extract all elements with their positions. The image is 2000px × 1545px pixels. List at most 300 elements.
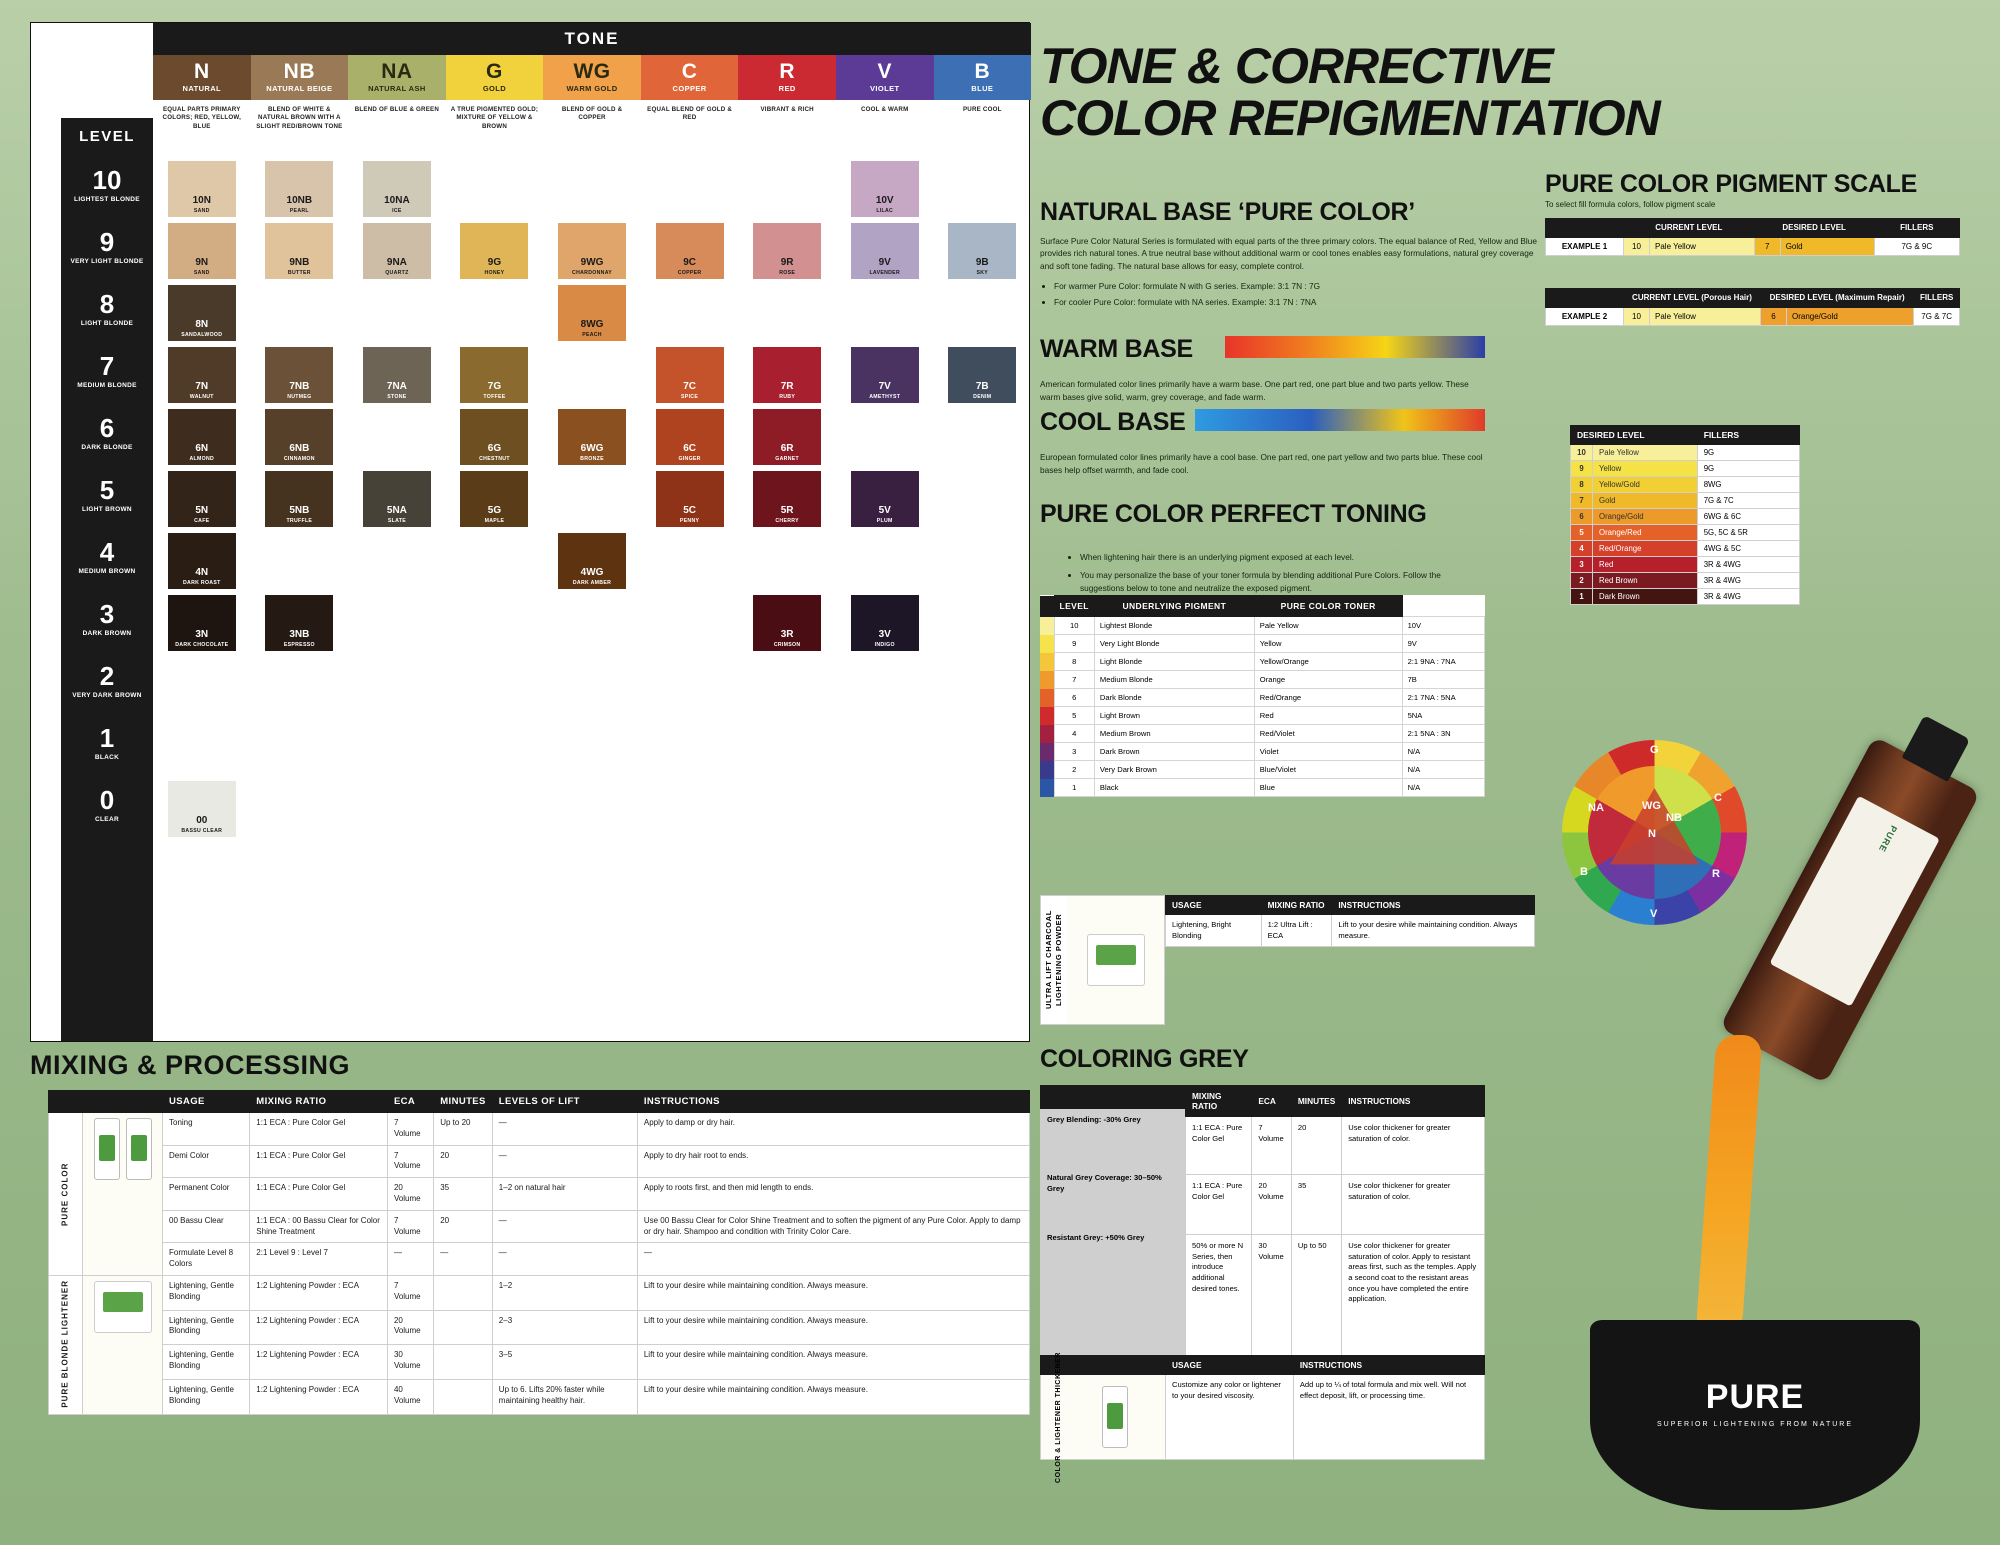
example-label-header [1546,289,1624,308]
color-swatch-7c[interactable] [656,347,724,403]
swatch-row [153,217,1031,279]
table-cell: 30 Volume [1252,1235,1292,1385]
swatch-code: 6C [683,443,696,454]
swatch-row [153,155,1031,217]
color-swatch-6g[interactable] [460,409,528,465]
tone-description: VIBRANT & RICH [760,106,814,113]
example-label-header [1546,219,1624,238]
level-10 [61,155,153,217]
swatch-name: PEACH [582,332,602,338]
swatch-cell [153,465,251,527]
swatch-name: DARK ROAST [182,580,221,586]
table-cell: Lightening, Gentle Blonding [163,1310,250,1345]
swatch-cell [738,403,836,465]
color-swatch-7b[interactable] [948,347,1016,403]
swatch-cell [836,341,934,403]
table-cell: Light Brown [1094,707,1254,725]
table-row [49,1379,1030,1414]
color-swatch-00[interactable] [168,781,236,837]
table-row [1571,573,1800,589]
swatch-cell [934,775,1032,837]
thickener-bottle-icon [1102,1386,1128,1448]
table-cell: 35 [434,1178,493,1211]
level-number: 10 [92,165,122,196]
color-swatch-3n[interactable] [168,595,236,651]
wheel-label-na: NA [1588,802,1604,814]
table-cell: Use color thickener for greater saturation of color. Apply to resistant areas first, such as the temples. Apply a second coat to the resistant areas once you have completed the entire application. [1342,1235,1485,1385]
color-swatch-5v[interactable] [851,471,919,527]
filler-value: 9G [1697,445,1799,461]
swatch-cell [641,589,739,651]
color-swatch-7na[interactable] [363,347,431,403]
pigment-gradient-header [1040,596,1054,617]
swatch-cell [251,713,349,775]
swatch-name: LILAC [876,208,894,214]
tone-description: A TRUE PIGMENTED GOLD; MIXTURE OF YELLOW & BROWN [450,106,539,130]
table-row [1040,779,1485,797]
table-cell: 7 Volume [387,1275,433,1310]
tone-description: EQUAL PARTS PRIMARY COLORS; RED, YELLOW, BLUE [162,106,242,130]
table-cell: Formulate Level 8 Colors [163,1243,250,1276]
filler-desired-header: DESIRED LEVEL [1571,426,1698,445]
swatch-code: 3V [878,629,891,640]
level-2 [61,651,153,713]
table-cell: 1:2 Ultra Lift : ECA [1261,915,1332,947]
wheel-label-r: R [1712,868,1720,880]
filler-level: 9 [1571,461,1593,477]
swatch-cell [543,217,641,279]
swatch-code: 10NA [384,195,410,206]
table-cell: Orange [1254,671,1402,689]
swatch-name: SANDALWOOD [181,332,223,338]
swatch-code: 4N [195,567,209,578]
color-swatch-10v[interactable] [851,161,919,217]
level-label: DARK BLONDE [81,444,133,452]
table-row [1040,635,1485,653]
lightening-powder-side-label-text: ULTRA LIFT CHARCOAL LIGHTENING POWDER [1044,910,1063,1010]
page-title [1040,40,1970,144]
table-cell [434,1379,493,1414]
swatch-cell [641,465,739,527]
spray-bottle-icon [94,1118,120,1180]
coloring-grey-usage-header [1041,1086,1185,1109]
swatch-name: QUARTZ [385,270,409,276]
level-number: 1 [99,723,115,754]
swatch-name: NUTMEG [287,394,312,400]
swatch-name: HONEY [484,270,505,276]
tone-name: BLUE [971,84,994,94]
swatch-cell [251,279,349,341]
color-swatch-3nb[interactable] [265,595,333,651]
color-wheel [1562,740,1747,925]
swatch-cell [348,713,446,775]
swatch-cell [738,713,836,775]
table-cell: 00 Bassu Clear [163,1210,250,1243]
table-cell: 2:1 Level 9 : Level 7 [250,1243,388,1276]
table-row [1186,1175,1485,1235]
underlying-pigment-color [1040,707,1054,725]
color-swatch-6wg[interactable] [558,409,626,465]
underlying-pigment-color [1040,653,1054,671]
swatch-cell [641,713,739,775]
table-cell: Light Blonde [1094,653,1254,671]
swatch-code: 6WG [580,443,604,454]
mixing-product-header [83,1091,163,1113]
swatch-code: 9NB [289,257,310,268]
color-swatch-3v[interactable] [851,595,919,651]
mixing-product-image [83,1113,163,1276]
color-swatch-8wg[interactable] [558,285,626,341]
wheel-label-c: C [1714,792,1722,804]
table-cell: 2:1 5NA : 3N [1402,725,1484,743]
tone-description: BLEND OF WHITE & NATURAL BROWN WITH A SLIGHT RED/BROWN TONE [256,106,343,130]
swatch-cell [348,403,446,465]
filler-pigment: Red [1593,557,1698,573]
swatch-cell [348,465,446,527]
table-cell: 3–5 [492,1345,637,1380]
table-row [1571,477,1800,493]
wheel-label-nb: NB [1666,812,1682,824]
swatch-code: 8N [195,319,209,330]
lightening-powder-image [1067,896,1164,1024]
table-row [1040,617,1485,635]
swatch-name: MAPLE [484,518,505,524]
toning-level: 4 [1054,725,1094,743]
swatch-cell [153,155,251,217]
filler-pigment: Yellow/Gold [1593,477,1698,493]
table-cell: Lightening, Gentle Blonding [163,1379,250,1414]
bowl-brand-name: PURE [1705,1378,1805,1416]
level-label: VERY LIGHT BLONDE [70,258,144,266]
color-swatch-3r[interactable] [753,595,821,651]
swatch-cell [251,403,349,465]
warm-base-gradient [1225,336,1485,358]
tone-description: BLEND OF GOLD & COPPER [561,106,623,122]
color-swatch-6c[interactable] [656,409,724,465]
table-row [1040,689,1485,707]
color-swatch-10nb[interactable] [265,161,333,217]
level-number: 5 [99,475,115,506]
color-swatch-5r[interactable] [753,471,821,527]
table-cell: Add up to ¼ of total formula and mix well. Will not effect deposit, lift, or processing time. [1293,1375,1484,1460]
table-cell: 2:1 9NA : 7NA [1402,653,1484,671]
page-title-line-1: TONE & CORRECTIVE [1040,38,1553,94]
color-swatch-7g[interactable] [460,347,528,403]
color-swatch-5n[interactable] [168,471,236,527]
thickener-table [1040,1351,1485,1483]
tone-name: NATURAL [182,84,222,94]
filler-value: 4WG & 5C [1697,541,1799,557]
table-cell: Dark Brown [1094,743,1254,761]
swatch-cell [934,217,1032,279]
filler-level: 6 [1571,509,1593,525]
color-swatch-8n[interactable] [168,285,236,341]
swatch-cell [934,279,1032,341]
swatch-cell [153,775,251,837]
swatch-code: 7N [195,381,209,392]
level-number: 7 [99,351,115,382]
natural-base-section [1040,198,1540,312]
example-current-pigment: Pale Yellow [1650,307,1761,325]
swatch-name: ICE [392,208,402,214]
swatch-cell [641,155,739,217]
thickener-col-header: INSTRUCTIONS [1293,1356,1484,1375]
tone-column-v [836,55,934,100]
mixing-group-header [49,1091,83,1113]
color-swatch-10na[interactable] [363,161,431,217]
table-cell: 2:1 7NA : 5NA [1402,689,1484,707]
level-number: 6 [99,413,115,444]
table-row [1571,589,1800,605]
swatch-cell [543,713,641,775]
table-cell: Up to 50 [1291,1235,1341,1385]
table-cell: — [434,1243,493,1276]
tone-abbr: NB [283,60,316,84]
swatch-row [153,527,1031,589]
table-cell: Lightening, Bright Blonding [1166,915,1262,947]
swatch-cell [641,527,739,589]
grey-usage-label: Resistant Grey: +50% Grey [1041,1227,1185,1377]
tone-name: RED [778,84,796,94]
swatch-code: 7R [780,381,794,392]
swatch-cell [251,589,349,651]
color-swatch-6nb[interactable] [265,409,333,465]
color-swatch-7n[interactable] [168,347,236,403]
color-swatch-9n[interactable] [168,223,236,279]
color-swatch-7nb[interactable] [265,347,333,403]
swatch-cell [251,527,349,589]
swatch-cell [934,651,1032,713]
swatch-name: DARK CHOCOLATE [175,642,229,648]
level-0 [61,775,153,837]
level-number: 4 [99,537,115,568]
jar-icon [1087,934,1145,986]
swatch-cell [641,341,739,403]
swatch-name: TRUFFLE [286,518,313,524]
swatch-cell [153,341,251,403]
swatch-cell [153,589,251,651]
swatch-row [153,279,1031,341]
level-8 [61,279,153,341]
pouring-liquid [1696,1035,1763,1335]
example-current-level: 10 [1624,307,1650,325]
level-header: LEVEL [61,118,153,155]
table-cell: 50% or more N Series, then introduce additional desired tones. [1186,1235,1252,1385]
swatch-cell [641,217,739,279]
level-label: MEDIUM BROWN [78,568,136,576]
swatch-cell [446,279,544,341]
color-swatch-4wg[interactable] [558,533,626,589]
swatch-cell [251,651,349,713]
swatch-name: TOFFEE [483,394,506,400]
thickener-col-header: USAGE [1166,1356,1294,1375]
swatch-name: SLATE [387,518,406,524]
swatch-cell [446,341,544,403]
filler-value: 3R & 4WG [1697,573,1799,589]
color-swatch-5na[interactable] [363,471,431,527]
swatch-cell [738,527,836,589]
table-cell: Blue [1254,779,1402,797]
filler-level: 2 [1571,573,1593,589]
tone-description: COOL & WARM [860,106,909,113]
color-swatch-5nb[interactable] [265,471,333,527]
filler-value: 5G, 5C & 5R [1697,525,1799,541]
table-row [49,1310,1030,1345]
table-row [1571,557,1800,573]
level-number: 9 [99,227,115,258]
table-row [49,1345,1030,1380]
swatch-cell [738,651,836,713]
filler-level: 7 [1571,493,1593,509]
table-cell: — [637,1243,1029,1276]
fillers-header: FILLERS [1874,219,1959,238]
table-row [1571,509,1800,525]
color-swatch-9na[interactable] [363,223,431,279]
color-swatch-6n[interactable] [168,409,236,465]
swatch-name: GARNET [775,456,799,462]
lightening-powder-side-label [1041,896,1067,1024]
table-cell: 1:1 ECA : Pure Color Gel [1186,1117,1252,1175]
table-cell: 1:1 ECA : 00 Bassu Clear for Color Shine Treatment [250,1210,388,1243]
filler-fillers-header: FILLERS [1697,426,1799,445]
swatch-cell [641,651,739,713]
swatch-name: COPPER [677,270,702,276]
cool-base-heading: COOL BASE [1040,408,1186,436]
swatch-code: 9WG [580,257,604,268]
tone-abbr: B [974,60,991,84]
color-swatch-9v[interactable] [851,223,919,279]
lightening-powder-table [1165,895,1535,947]
swatch-code: 5C [683,505,696,516]
tone-column-r [738,55,836,100]
swatch-code: 3NB [289,629,310,640]
table-cell: Up to 20 [434,1113,493,1146]
table-cell: 20 Volume [387,1178,433,1211]
color-swatch-6r[interactable] [753,409,821,465]
level-label: LIGHT BROWN [82,506,132,514]
swatch-code: 5G [487,505,502,516]
filler-value: 7G & 7C [1697,493,1799,509]
table-cell: Use color thickener for greater saturation of color. [1342,1117,1485,1175]
swatch-name: CAFE [194,518,210,524]
swatch-cell [934,155,1032,217]
filler-pigment: Red/Orange [1593,541,1698,557]
swatch-cell [153,651,251,713]
swatch-cell [348,527,446,589]
tone-level-chart [30,22,1030,1042]
color-swatch-7r[interactable] [753,347,821,403]
tone-abbr: WG [573,60,611,84]
table-cell: Dark Blonde [1094,689,1254,707]
lightener-jar-icon [94,1281,152,1333]
table-row [1571,493,1800,509]
tone-description: PURE COOL [962,106,1002,113]
color-swatch-9b[interactable] [948,223,1016,279]
color-swatch-9wg[interactable] [558,223,626,279]
level-rail [61,155,153,1041]
filler-value: 6WG & 6C [1697,509,1799,525]
current-level-header: CURRENT LEVEL [1624,219,1755,238]
color-swatch-10n[interactable] [168,161,236,217]
swatch-cell [934,713,1032,775]
level-label: LIGHT BLONDE [80,320,134,328]
toning-col-header: PURE COLOR TONER [1254,596,1402,617]
perfect-toning-bullet: • You may personalize the base of your toner formula by blending additional Pure Colors. Follow the suggestions below to tone and neutralize the exposed pigment. [1080,569,1470,594]
swatch-code: 7NA [386,381,407,392]
swatch-code: 5NB [289,505,310,516]
swatch-cell [738,465,836,527]
swatch-cell [251,341,349,403]
level-label: CLEAR [95,816,119,824]
filler-pigment: Orange/Red [1593,525,1698,541]
color-swatch-9nb[interactable] [265,223,333,279]
filler-pigment: Pale Yellow [1593,445,1698,461]
table-cell: Yellow/Orange [1254,653,1402,671]
grey-usage-label: Grey Blending: -30% Grey [1041,1109,1185,1167]
table-cell: 20 [1291,1117,1341,1175]
table-row [1186,1117,1485,1175]
mixing-col-header: USAGE [163,1091,250,1113]
filler-value: 3R & 4WG [1697,589,1799,605]
table-cell: Customize any color or lightener to your desired viscosity. [1166,1375,1294,1460]
swatch-cell [446,775,544,837]
swatch-code: 7B [975,381,989,392]
color-swatch-7v[interactable] [851,347,919,403]
swatch-cell [153,217,251,279]
swatch-code: 6N [195,443,209,454]
wheel-label-v: V [1650,908,1658,920]
table-row [49,1210,1030,1243]
color-swatch-5c[interactable] [656,471,724,527]
swatch-cell [641,775,739,837]
level-label: BLACK [94,754,120,762]
page-title-line-2: COLOR REPIGMENTATION [1040,90,1660,146]
level-1 [61,713,153,775]
swatch-name: ALMOND [189,456,215,462]
swatch-name: PENNY [679,518,700,524]
pigment-scale-heading: PURE COLOR PIGMENT SCALE [1545,170,1917,198]
color-swatch-9r[interactable] [753,223,821,279]
color-swatch-9c[interactable] [656,223,724,279]
swatch-cell [446,465,544,527]
swatch-code: 9G [487,257,502,268]
swatch-cell [738,775,836,837]
swatch-cell [446,589,544,651]
swatch-name: CRIMSON [773,642,801,648]
color-swatch-9g[interactable] [460,223,528,279]
swatch-row [153,589,1031,651]
grey-col-header: MIXING RATIO [1186,1086,1252,1117]
filler-pigment: Orange/Gold [1593,509,1698,525]
swatch-name: DENIM [973,394,992,400]
color-swatch-4n[interactable] [168,533,236,589]
swatch-cell [836,155,934,217]
swatch-cell [836,651,934,713]
swatch-code: 9N [195,257,209,268]
table-cell: Red/Violet [1254,725,1402,743]
natural-base-heading: NATURAL BASE ‘PURE COLOR’ [1040,198,1415,226]
swatch-name: INDIGO [874,642,895,648]
filler-pigment: Red Brown [1593,573,1698,589]
filler-level: 8 [1571,477,1593,493]
swatch-cell [446,403,544,465]
swatch-row [153,465,1031,527]
filler-level: 1 [1571,589,1593,605]
table-cell: 7 Volume [387,1210,433,1243]
color-swatch-5g[interactable] [460,471,528,527]
table-cell: 20 [434,1145,493,1178]
swatch-name: BUTTER [287,270,311,276]
